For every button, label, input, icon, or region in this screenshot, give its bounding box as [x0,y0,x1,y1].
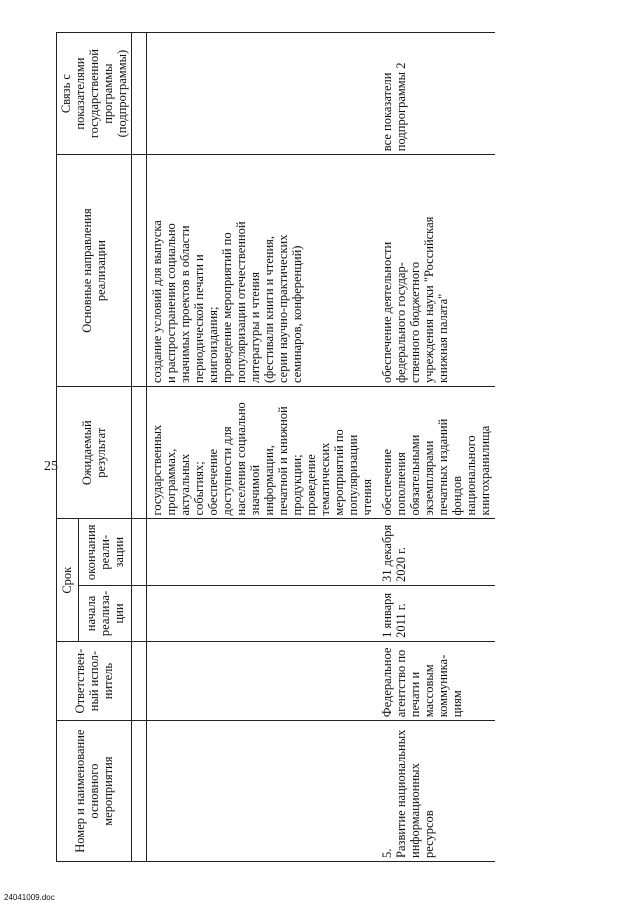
text-line: программы [101,63,115,124]
text-line: зации [111,536,126,568]
text-line: популяризации [346,434,360,516]
text-line: реализации [94,240,108,302]
text-line: проведение [304,454,318,516]
text-line: все показатели [380,72,394,152]
text-line: федерального государ- [394,262,408,384]
text-line: коммуника- [436,654,450,718]
text-line: книгохранилища [478,425,492,516]
text-line: 2011 г. [394,603,408,638]
text-line: и распространения социально [164,223,178,384]
row5-activity [377,721,495,862]
text-line: ный испол- [87,650,101,712]
text-line: создание условий для выпуска [150,220,164,384]
text-line: печати и [408,671,422,718]
text-line: государственных [150,424,164,516]
header-executor [57,641,132,720]
text-line: национального [464,435,478,516]
text-line: 1 января [380,592,394,638]
text-line: Ожидаемый [80,420,94,486]
text-line: подпрограммы 2 [394,62,408,152]
text-line: серии научно-практических [276,234,290,384]
row5-executor [377,641,495,720]
text-line: актуальных [178,453,192,516]
text-line: основного [87,763,101,819]
text-line: популяризации отечественной [234,221,248,384]
table-row-5 [377,33,495,862]
text-line: Связь с [59,74,73,114]
header-term: Срок [57,519,79,641]
text-line: начала [83,595,98,632]
text-line: 2020 г. [394,547,408,583]
row5-name [394,730,436,858]
header-program-link [57,33,132,155]
text-line: событиях; [192,461,206,516]
continuation-directions [147,155,378,387]
text-line: массовым [422,664,436,718]
text-line: продукции; [290,454,304,516]
text-line: обеспечение деятельности [380,241,394,384]
text-line: Развитие национальных [394,729,408,858]
row5-end [377,519,495,586]
rotated-page-content [56,32,616,862]
text-line: Ответствен- [73,648,87,714]
text-line: Номер и наименование [73,729,87,853]
text-line: обязательными [408,434,422,516]
text-line: значимой [248,464,262,516]
text-line: значимых проектов в области [178,225,192,384]
header-end [78,519,131,586]
row5-result [377,387,495,519]
text-line: государственной [87,49,101,139]
header-start [78,586,131,642]
text-line: показателями [73,57,87,130]
header-directions [57,155,132,387]
row5-directions [377,155,495,387]
continuation-result [147,387,378,519]
text-line: пополнения [394,452,408,516]
text-line: книжная палата" [436,293,450,384]
row5-start [377,586,495,642]
text-line: доступности для [220,426,234,516]
row5-program-link [377,33,495,155]
text-line: результат [94,427,108,478]
text-line: проведение мероприятий по [220,232,234,384]
text-line: печатной и книжной [276,406,290,516]
text-line: 31 декабря [380,524,394,583]
text-line: ции [111,603,126,624]
text-line: печатных изданий [436,418,450,516]
text-line: литературы и чтения [248,272,262,384]
text-line: Федеральное [380,647,394,718]
text-line: (фестивали книги и чтения, [262,235,276,384]
text-line: чтения [360,479,374,516]
header-activity-name [57,721,132,862]
text-line: мероприятий по [332,429,346,516]
table-row-continuation [147,33,378,862]
text-line: экземплярами [422,440,436,516]
text-line: мероприятия [101,756,115,826]
page-number: 25 [44,459,58,474]
text-line: обеспечение [380,448,394,516]
text-line: населения социально [234,402,248,516]
text-line: семинаров, конференций) [290,245,304,384]
text-line: книгоиздания; [206,306,220,384]
row5-number: 5. [380,848,394,858]
text-line: (подпрограммы) [115,49,129,138]
text-line: ресурсов [422,810,436,858]
text-line: фондов [450,475,464,516]
text-line: программах, [164,448,178,516]
text-line: Основные направления [80,208,94,333]
text-line: окончания [83,524,98,581]
text-line: циям [450,690,464,718]
activities-table [56,32,495,862]
text-line: нитель [101,662,115,700]
header-expected-result [57,387,132,519]
text-line: ственного бюджетного [408,261,422,384]
document-filename: 24041009.doc [4,893,55,902]
text-line: реали- [97,534,112,570]
text-line: реализа- [97,590,112,637]
text-line: тематических [318,442,332,516]
text-line: учреждения науки "Российская [422,216,436,384]
text-line: информации, [262,445,276,516]
text-line: обеспечение [206,448,220,516]
text-line: агентство по [394,649,408,718]
text-line: периодической печати и [192,254,206,384]
text-line: информационных [408,763,422,858]
column-number-row [132,33,147,862]
